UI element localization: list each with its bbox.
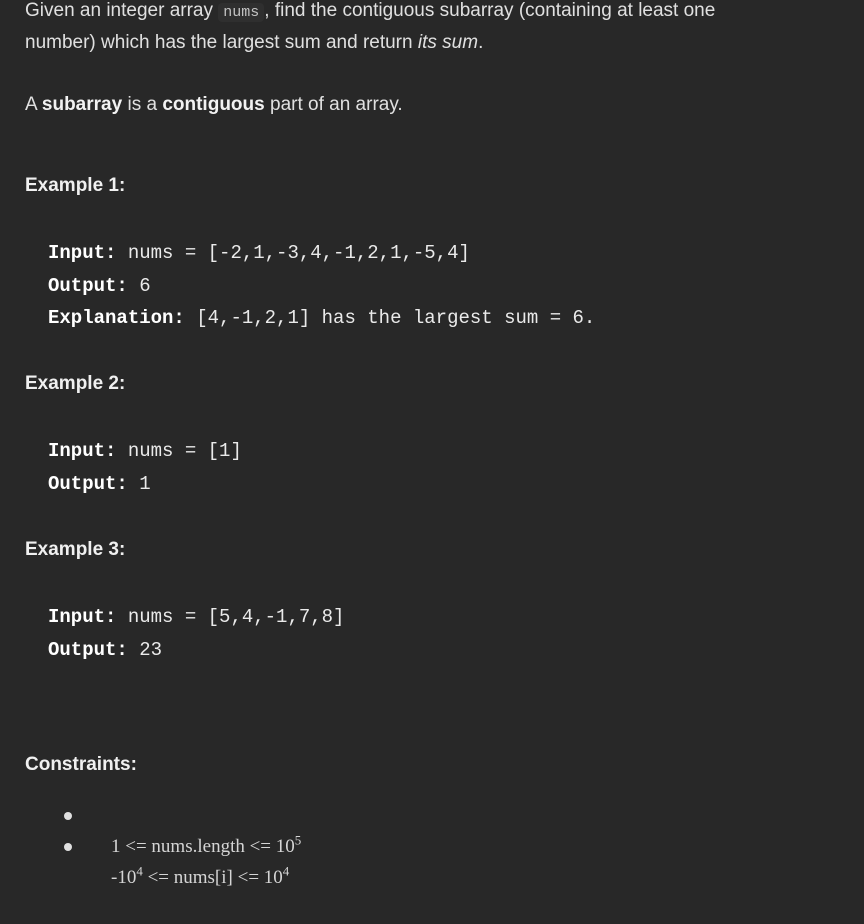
example-1-explanation: [48, 302, 595, 335]
input-label: Input:: [48, 606, 117, 628]
term-subarray: subarray: [41, 94, 123, 115]
output-value: 6: [139, 274, 151, 297]
definition-text: is a: [127, 94, 158, 115]
constraint-exponent: 4: [136, 863, 143, 879]
term-contiguous: contiguous: [162, 94, 265, 115]
definition-text: part of an array.: [270, 94, 403, 115]
input-value: nums = [1]: [127, 440, 242, 462]
bullet-icon: [64, 843, 72, 851]
example-1-output: [48, 270, 595, 303]
inline-code-nums: nums: [218, 3, 264, 22]
problem-description: [25, 0, 824, 115]
output-value: 1: [139, 472, 151, 495]
description-paragraph: [25, 0, 824, 58]
description-text: number) which has the largest sum and return: [25, 32, 413, 53]
explanation-value: [4,-1,2,1] has the largest sum = 6.: [196, 307, 596, 329]
example-1-title: Example 1:: [25, 175, 126, 196]
explanation-label: Explanation:: [48, 307, 185, 329]
example-3-block: [48, 601, 344, 666]
example-2-output: [48, 468, 242, 501]
input-label: Input:: [48, 440, 117, 462]
input-value: nums = [5,4,-1,7,8]: [127, 606, 345, 628]
constraint-item: [62, 831, 301, 888]
constraint-exponent: 5: [294, 832, 302, 848]
example-3-title: Example 3:: [25, 539, 126, 560]
input-label: Input:: [48, 242, 117, 264]
description-text: .: [478, 32, 484, 53]
output-label: Output:: [48, 472, 128, 495]
output-label: Output:: [48, 638, 128, 661]
constraints-title: Constraints:: [25, 754, 137, 775]
constraint-text: -10: [111, 867, 137, 888]
constraint-exponent: 4: [282, 863, 290, 879]
description-text: Given an integer array: [25, 0, 213, 21]
output-label: Output:: [48, 274, 128, 297]
bullet-icon: [64, 812, 72, 820]
example-1-block: [48, 237, 595, 335]
emphasis-its-sum: its sum: [417, 32, 479, 53]
constraints-list: [62, 800, 302, 888]
output-value: 23: [139, 638, 163, 661]
example-1-input: [48, 237, 595, 270]
input-value: nums = [-2,1,-3,4,-1,2,1,-5,4]: [127, 242, 470, 264]
subarray-definition: [25, 90, 403, 120]
example-3-input: [48, 601, 344, 634]
example-2-title: Example 2:: [25, 373, 126, 394]
example-3-output: [48, 634, 344, 667]
example-2-input: [48, 435, 242, 468]
constraint-text: <= nums[i] <= 10: [142, 867, 283, 888]
definition-text: A: [25, 94, 37, 115]
constraint-text: 1 <= nums.length <= 10: [111, 836, 295, 857]
constraint-item: [62, 800, 302, 857]
description-text: , find the contiguous subarray (containing at least one: [264, 0, 716, 21]
example-2-block: [48, 435, 242, 500]
